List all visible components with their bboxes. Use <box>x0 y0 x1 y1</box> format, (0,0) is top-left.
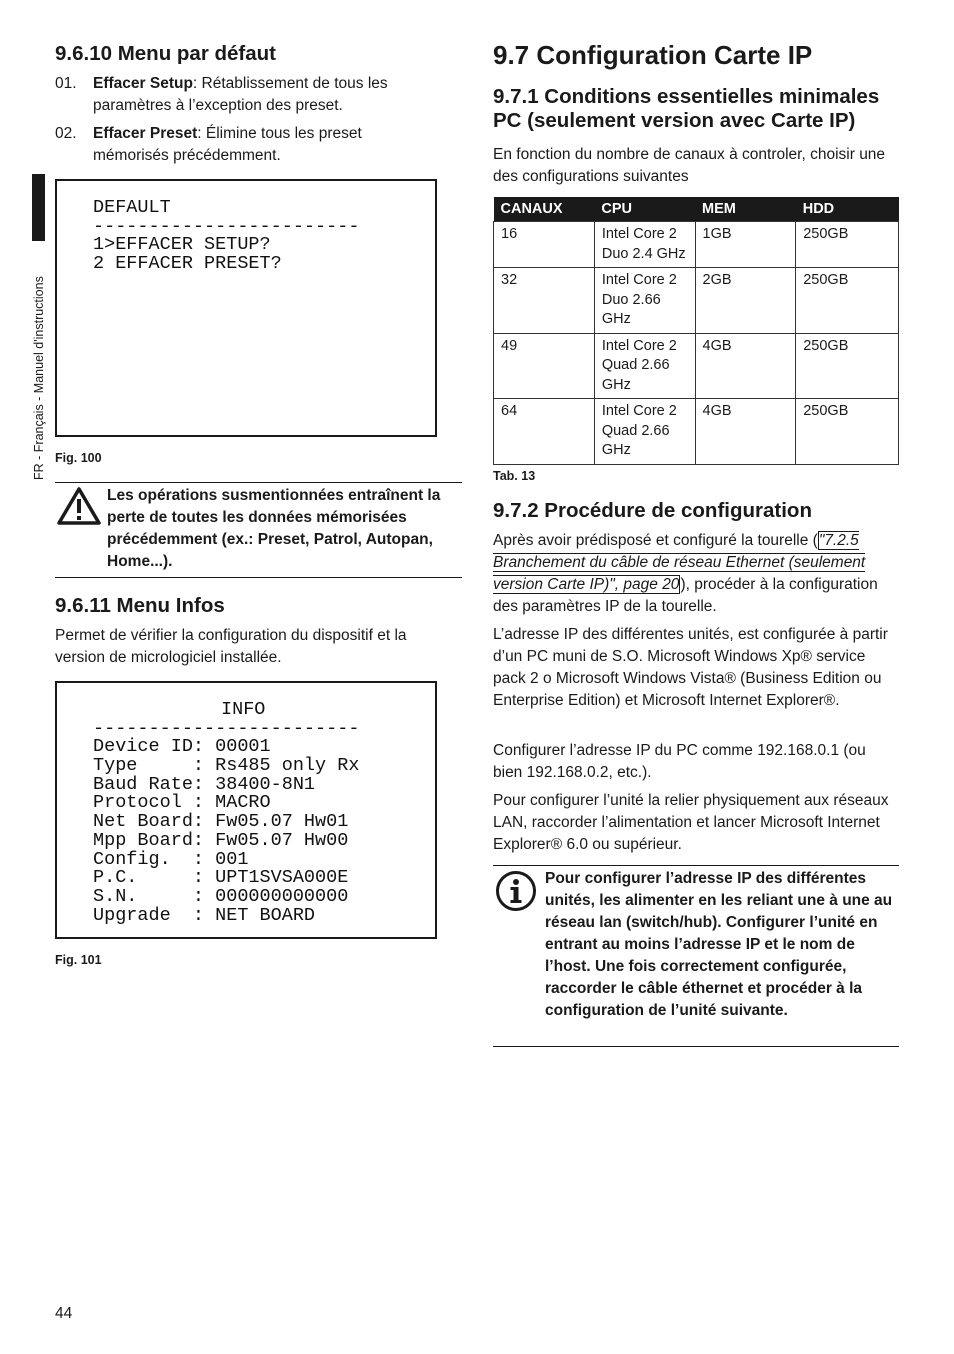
link-text: (seulement version Carte IP)", page 20 <box>493 554 866 593</box>
divider <box>55 482 462 483</box>
list-item <box>55 73 462 117</box>
screen-line: Net Board: Fw05.07 Hw01 <box>93 811 349 833</box>
item-bold: Effacer Preset <box>93 125 198 142</box>
table-cell: Intel Core 2 Quad 2.66 GHz <box>594 399 695 465</box>
table-row <box>494 222 899 268</box>
table-cell: 64 <box>494 399 595 465</box>
paragraph <box>493 530 899 618</box>
info-note-text: Pour configurer l’adresse IP des différentes unités, les alimenter en les reliant une à une au réseau lan (switch/hub). Configurer l’unité en entrant au moins l’adresse IP et le nom de l’host. Une fois correctement configurée, raccorder le câble éthernet et procéder à la configuration de l’unité suivante. <box>545 870 893 1019</box>
table-cell: Intel Core 2 Duo 2.66 GHz <box>594 268 695 334</box>
heading-line: PC (seulement version avec Carte IP) <box>493 109 856 132</box>
info-menu-screen <box>55 681 437 939</box>
screen-line: ------------------------ <box>93 215 360 237</box>
heading-9-7-2: 9.7.2 Procédure de configuration <box>493 499 812 522</box>
screen-line: Type : Rs485 only Rx <box>93 755 360 777</box>
screen-line: Device ID: 00001 <box>93 736 271 758</box>
table-cell: 250GB <box>796 399 899 465</box>
table-cell: 4GB <box>695 333 796 399</box>
paragraph: Permet de vérifier la configuration du dispositif et la version de micrologiciel installée. <box>55 627 407 666</box>
warning-icon <box>57 487 101 525</box>
heading-9-7: 9.7 Configuration Carte IP <box>493 40 813 70</box>
figure-caption: Fig. 101 <box>55 953 102 967</box>
item-text <box>93 123 423 167</box>
table-cell: 1GB <box>695 222 796 268</box>
paragraph: En fonction du nombre de canaux à controler, choisir une des configurations suivantes <box>493 146 886 185</box>
divider <box>493 865 899 866</box>
screen-line: Mpp Board: Fw05.07 Hw00 <box>93 829 349 851</box>
screen-line: ------------------------ <box>93 717 360 739</box>
heading-9-6-10: 9.6.10 Menu par défaut <box>55 42 277 65</box>
table-cell: 2GB <box>695 268 796 334</box>
table-cell: 250GB <box>796 222 899 268</box>
default-menu-screen <box>55 179 437 437</box>
table-cell: Intel Core 2 Duo 2.4 GHz <box>594 222 695 268</box>
screen-line: 2 EFFACER PRESET? <box>93 253 282 275</box>
column-header: CPU <box>594 197 695 222</box>
item-number: 02. <box>55 125 77 142</box>
item-bold: Effacer Setup <box>93 75 193 92</box>
screen-line: Protocol : MACRO <box>93 792 271 814</box>
table-cell: 49 <box>494 333 595 399</box>
table-row <box>494 399 899 465</box>
table-cell: 4GB <box>695 399 796 465</box>
screen-title: INFO <box>221 699 266 720</box>
side-label: FR - Français - Manuel d'instructions <box>32 276 46 480</box>
table-cell: 16 <box>494 222 595 268</box>
page-number: 44 <box>55 1305 73 1322</box>
divider <box>55 577 462 578</box>
screen-line: 1>EFFACER SETUP? <box>93 234 271 256</box>
divider <box>493 1046 899 1047</box>
paragraph: Pour configurer l’unité la relier physiquement aux réseaux LAN, raccorder l’alimentation et lancer Microsoft Internet Explorer® 6.0 ou supérieur. <box>493 792 889 853</box>
table-cell: 32 <box>494 268 595 334</box>
list-item <box>55 123 462 167</box>
table-header-row <box>494 197 899 222</box>
heading-9-6-11: 9.6.11 Menu Infos <box>55 594 225 617</box>
table-cell: Intel Core 2 Quad 2.66 GHz <box>594 333 695 399</box>
screen-line: S.N. : 000000000000 <box>93 885 349 907</box>
table-cell: 250GB <box>796 268 899 334</box>
screen-line: Upgrade : NET BOARD <box>93 904 316 926</box>
link-text: "7.2.5 Branchement du câble de réseau Ethernet <box>493 532 859 571</box>
item-number: 01. <box>55 75 77 92</box>
column-header: MEM <box>695 197 796 222</box>
paragraph: L’adresse IP des différentes unités, est configurée à partir d’un PC muni de S.O. Microsoft Windows Xp® service pack 2 o Microsoft Windows Vista® (Business Edition ou Enterprise Edition) et Microsoft Internet Explorer®. <box>493 626 888 709</box>
heading-line: 9.7.1 Conditions essentielles minimales <box>493 85 880 108</box>
screen-line: Config. : 001 <box>93 848 249 870</box>
table-row <box>494 268 899 334</box>
text: ), procéder à la configuration des paramètres IP de la tourelle. <box>493 576 878 615</box>
text: Après avoir prédisposé et configuré la tourelle ( <box>493 532 818 549</box>
screen-line: P.C. : UPT1SVSA000E <box>93 867 349 889</box>
figure-caption: Fig. 100 <box>55 451 102 465</box>
side-tab-marker <box>32 174 45 241</box>
column-header: CANAUX <box>494 197 595 222</box>
info-icon <box>495 870 537 912</box>
table-caption: Tab. 13 <box>493 469 536 483</box>
heading-9-7-1 <box>493 85 879 133</box>
column-header: HDD <box>796 197 899 222</box>
item-text <box>93 73 423 117</box>
item-rest: : Rétablissement de tous les paramètres à l’exception des preset. <box>93 75 388 114</box>
item-rest: : Élimine tous les preset mémorisés précédemment. <box>93 125 362 164</box>
table-row <box>494 333 899 399</box>
requirements-table <box>493 197 899 465</box>
warning-text: Les opérations susmentionnées entraînent la perte de toutes les données mémorisées précédemment (ex.: Preset, Patrol, Autopan, Home...). <box>107 487 441 570</box>
screen-line: DEFAULT <box>93 197 171 218</box>
table-cell: 250GB <box>796 333 899 399</box>
screen-line: Baud Rate: 38400-8N1 <box>93 773 316 795</box>
paragraph: Configurer l’adresse IP du PC comme 192.168.0.1 (ou bien 192.168.0.2, etc.). <box>493 742 866 781</box>
